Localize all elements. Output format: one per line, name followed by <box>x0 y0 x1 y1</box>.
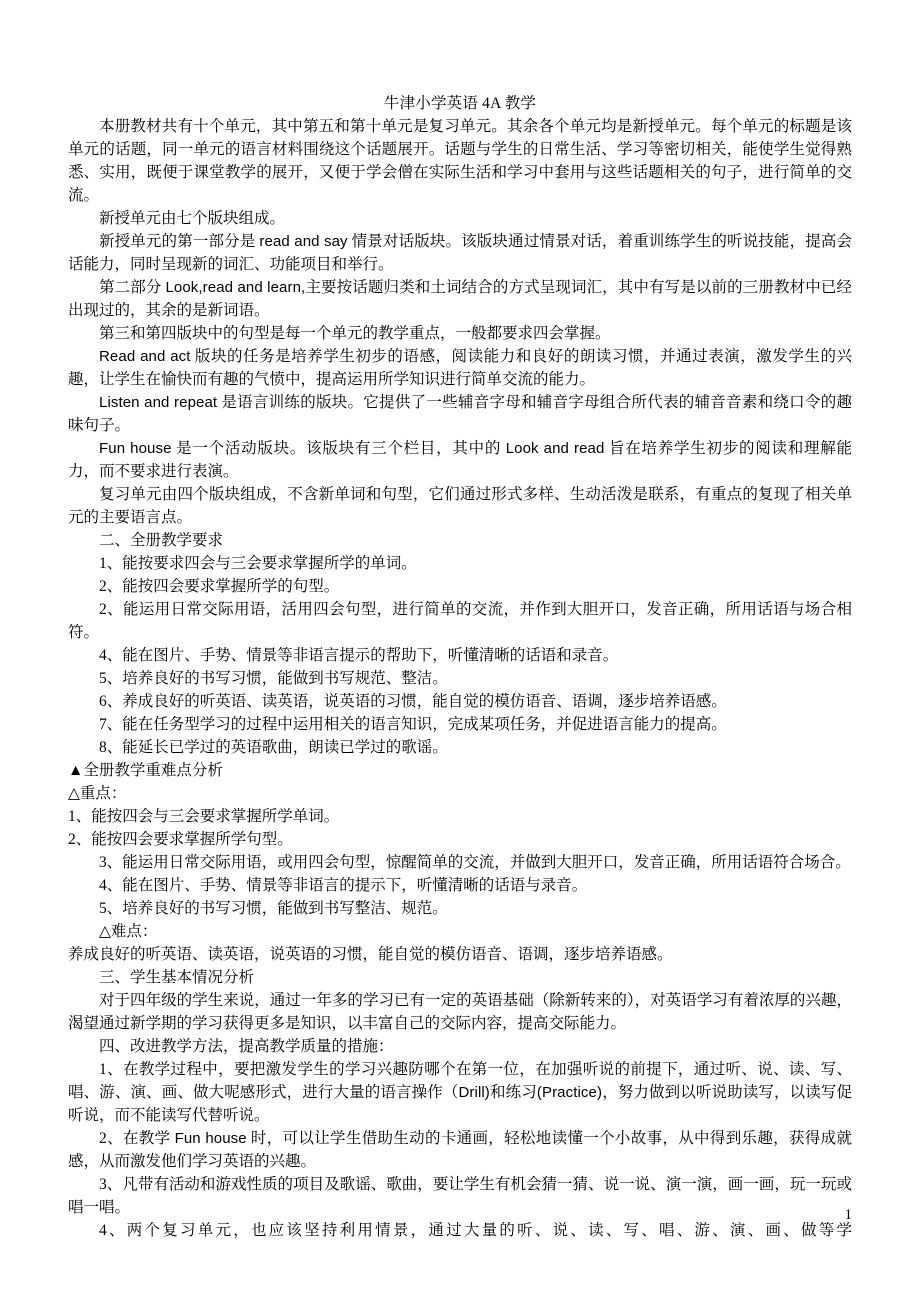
text-run: 和练习 <box>489 1084 537 1101</box>
paragraph: ▲全册教学重难点分析 <box>68 762 223 779</box>
text-run: 是语言训练的版块。它提供了一些辅音字母和辅音字母组合所代表的辅音音素和绕口令的趣味句子。 <box>68 394 852 434</box>
paragraph: 复习单元由四个版块组成，不含新单词和句型，它们通过形式多样、生动活泼是联系，有重点的复现了相关单元的主要语言点。 <box>68 486 852 526</box>
paragraph <box>68 345 852 391</box>
paragraph: 4、两个复习单元，也应该坚持利用情景，通过大量的听、说、读、写、唱、游、演、画、做等学 <box>99 1222 852 1239</box>
paragraph: 三、学生基本情况分析 <box>99 969 255 986</box>
paragraph: 3、凡带有活动和游戏性质的项目及歌谣、歌曲，要让学生有机会猜一猜、说一说、演一演，画一画，玩一玩或唱一唱。 <box>68 1176 852 1216</box>
paragraph: 2、能按四会要求掌握所学句型。 <box>68 831 293 848</box>
latin-text-run: Fun house <box>174 1130 247 1147</box>
latin-text-run: Look,read and learn, <box>165 279 306 296</box>
latin-text-run: (Practice) <box>536 1084 603 1101</box>
paragraph: 7、能在任务型学习的过程中运用相关的语言知识，完成某项任务，并促进语言能力的提高。 <box>99 716 727 733</box>
paragraph: 3、能运用日常交际用语，或用四会句型，惊醒简单的交流，并做到大胆开口，发音正确，所用话语符合场合。 <box>99 854 851 871</box>
paragraph: 6、养成良好的听英语、读英语，说英语的习惯，能自觉的模仿语音、语调，逐步培养语感。 <box>99 693 727 710</box>
paragraph: 二、全册教学要求 <box>99 532 224 549</box>
paragraph: 2、能按四会要求掌握所学的句型。 <box>99 578 340 595</box>
paragraph: 5、培养良好的书写习惯，能做到书写规范、整洁。 <box>99 670 448 687</box>
text-run: 旨在培养学生初步的阅读和理解能力，而不要求进行表演。 <box>68 440 852 480</box>
text-run: 情景对话版块。该版块通过情景对话，着重训练学生的听说技能，提高会话能力，同时呈现新的词汇、功能项目和举行。 <box>68 233 852 273</box>
document-body <box>68 92 852 1242</box>
text-run: 第二部分 <box>99 279 166 296</box>
paragraph: 四、改进教学方法，提高教学质量的措施： <box>99 1038 394 1055</box>
paragraph-list <box>68 115 852 1242</box>
paragraph: △重点： <box>68 785 127 802</box>
latin-text-run: Look and read <box>505 440 605 457</box>
paragraph: 第三和第四版块中的句型是每一个单元的教学重点，一般都要求四会掌握。 <box>99 325 611 342</box>
document-title: 牛津小学英语 4A 教学 <box>383 95 537 112</box>
latin-text-run: Listen and repeat <box>99 394 218 411</box>
latin-text-run: Fun house <box>99 440 172 457</box>
paragraph <box>68 1058 852 1127</box>
text-run: 2、在教学 <box>99 1130 175 1147</box>
paragraph: 养成良好的听英语、读英语，说英语的习惯，能自觉的模仿语音、语调，逐步培养语感。 <box>68 946 673 963</box>
text-run: 时，可以让学生借助生动的卡通画，轻松地读懂一个小故事，从中得到乐趣，获得成就感，从而激发他们学习英语的兴趣。 <box>68 1130 852 1170</box>
text-run: 1、在教学过程中，要把激发学生的学习兴趣防哪个在第一位，在加强听说的前提下，通过听、说、读、写、唱、游、演、画、做大呢感形式，进行大量的语言操作（ <box>68 1061 852 1101</box>
latin-text-run: Read and act <box>99 348 191 365</box>
page-number: 1 <box>844 1207 852 1223</box>
paragraph <box>68 276 852 322</box>
paragraph: 对于四年级的学生来说，通过一年多的学习已有一定的英语基础（除新转来的），对英语学习有着浓厚的兴趣，渴望通过新学期的学习获得更多是知识，以丰富自己的交际内容，提高交际能力。 <box>68 992 852 1032</box>
paragraph: 2、能运用日常交际用语，活用四会句型，进行简单的交流，并作到大胆开口，发音正确，所用话语与场合相符。 <box>68 601 852 641</box>
text-run: 主要按话题归类和土词结合的方式呈现词汇，其中有写是以前的三册教材中已经出现过的，其余的是新词语。 <box>68 279 852 319</box>
paragraph: 1、能按四会与三会要求掌握所学单词。 <box>68 808 340 825</box>
paragraph: 新授单元由七个版块组成。 <box>99 210 286 227</box>
latin-text-run: read and say <box>259 233 348 250</box>
latin-text-run: Drill) <box>458 1084 490 1101</box>
paragraph <box>68 1127 852 1173</box>
text-run: 新授单元的第一部分是 <box>99 233 260 250</box>
paragraph <box>68 391 852 437</box>
text-run: 是一个活动版块。该版块有三个栏目，其中的 <box>171 440 506 457</box>
paragraph <box>68 230 852 276</box>
paragraph: △难点： <box>99 923 158 940</box>
paragraph: 4、能在图片、手势、情景等非语言的提示下，听懂清晰的话语与录音。 <box>99 877 588 894</box>
text-run: 版块的任务是培养学生初步的语感，阅读能力和良好的朗读习惯，并通过表演，激发学生的兴趣，让学生在愉快而有趣的气愤中，提高运用所学知识进行简单交流的能力。 <box>68 348 852 388</box>
paragraph: 5、培养良好的书写习惯，能做到书写整洁、规范。 <box>99 900 448 917</box>
paragraph <box>68 437 852 483</box>
paragraph: 8、能延长已学过的英语歌曲，朗读已学过的歌谣。 <box>99 739 448 756</box>
paragraph: 1、能按要求四会与三会要求掌握所学的单词。 <box>99 555 417 572</box>
paragraph: 4、能在图片、手势、情景等非语言提示的帮助下，听懂清晰的话语和录音。 <box>99 647 619 664</box>
paragraph: 本册教材共有十个单元，其中第五和第十单元是复习单元。其余各个单元均是新授单元。每个单元的标题是该单元的话题，同一单元的语言材料围绕这个话题展开。话题与学生的日常生活、学习等密切相关，能使学生觉得熟悉、实用，既便于课堂教学的展开，又便于学会僧在实际生活和学习中套用与这些话题相关的句子，进行简单的交流。 <box>68 118 852 204</box>
text-run: ，努力做到以听说助读写，以读写促听说，而不能读写代替听说。 <box>68 1084 852 1124</box>
